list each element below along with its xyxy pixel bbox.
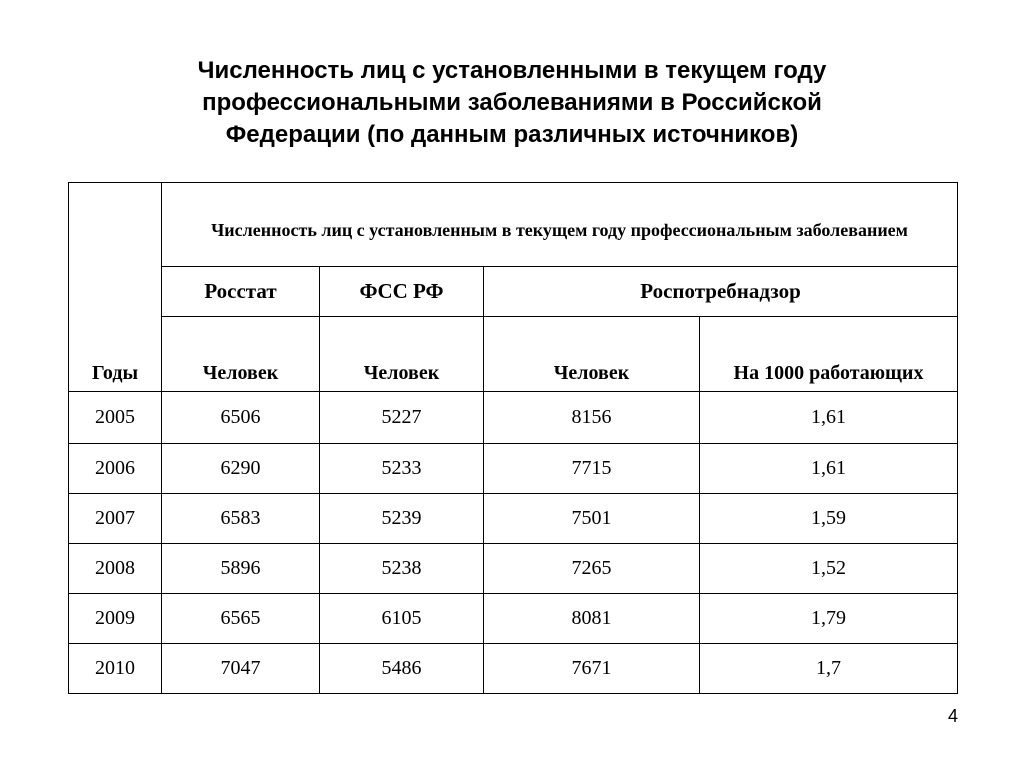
unit-fss: Человек [320,317,484,392]
table-row [69,544,958,594]
cell-fss: 5486 [320,644,484,694]
cell-year: 2008 [69,544,162,594]
cell-year: 2009 [69,594,162,644]
cell-rpn-per1000: 1,79 [700,594,958,644]
cell-rosstat: 6290 [162,444,320,494]
table-row [69,594,958,644]
cell-rpn-per1000: 1,52 [700,544,958,594]
cell-rosstat: 6506 [162,392,320,444]
cell-rpn-people: 8081 [484,594,700,644]
cell-rpn-per1000: 1,61 [700,444,958,494]
cell-year: 2006 [69,444,162,494]
cell-fss: 5239 [320,494,484,544]
slide-title [100,55,924,151]
cell-rosstat: 5896 [162,544,320,594]
cell-fss: 5238 [320,544,484,594]
cell-rpn-per1000: 1,59 [700,494,958,544]
data-table [68,182,958,694]
cell-rpn-people: 7265 [484,544,700,594]
cell-fss: 5227 [320,392,484,444]
page-number: 4 [948,706,959,726]
table-row [69,644,958,694]
cell-year: 2010 [69,644,162,694]
years-header: Годы [69,183,162,392]
title-line-1: Численность лиц с установленными в текущем году [197,57,827,84]
source-fss: ФСС РФ [320,267,484,317]
cell-fss: 6105 [320,594,484,644]
cell-rosstat: 7047 [162,644,320,694]
cell-rpn-people: 8156 [484,392,700,444]
unit-rosstat: Человек [162,317,320,392]
cell-year: 2007 [69,494,162,544]
cell-rpn-people: 7671 [484,644,700,694]
cell-rosstat: 6583 [162,494,320,544]
cell-year: 2005 [69,392,162,444]
source-rosstat: Росстат [162,267,320,317]
unit-rpn-per1000: На 1000 работающих [700,317,958,392]
table-row [69,494,958,544]
cell-fss: 5233 [320,444,484,494]
cell-rpn-per1000: 1,61 [700,392,958,444]
unit-rpn-people: Человек [484,317,700,392]
span-header: Численность лиц с установленным в текущем году профессиональным заболеванием [162,183,958,267]
table-row [69,444,958,494]
title-line-2: профессиональными заболеваниями в Российской [202,89,822,116]
cell-rosstat: 6565 [162,594,320,644]
cell-rpn-per1000: 1,7 [700,644,958,694]
source-rospotrebnadzor: Роспотребнадзор [484,267,958,317]
cell-rpn-people: 7501 [484,494,700,544]
title-line-3: Федерации (по данным различных источников) [225,121,799,148]
table-row [69,392,958,444]
cell-rpn-people: 7715 [484,444,700,494]
